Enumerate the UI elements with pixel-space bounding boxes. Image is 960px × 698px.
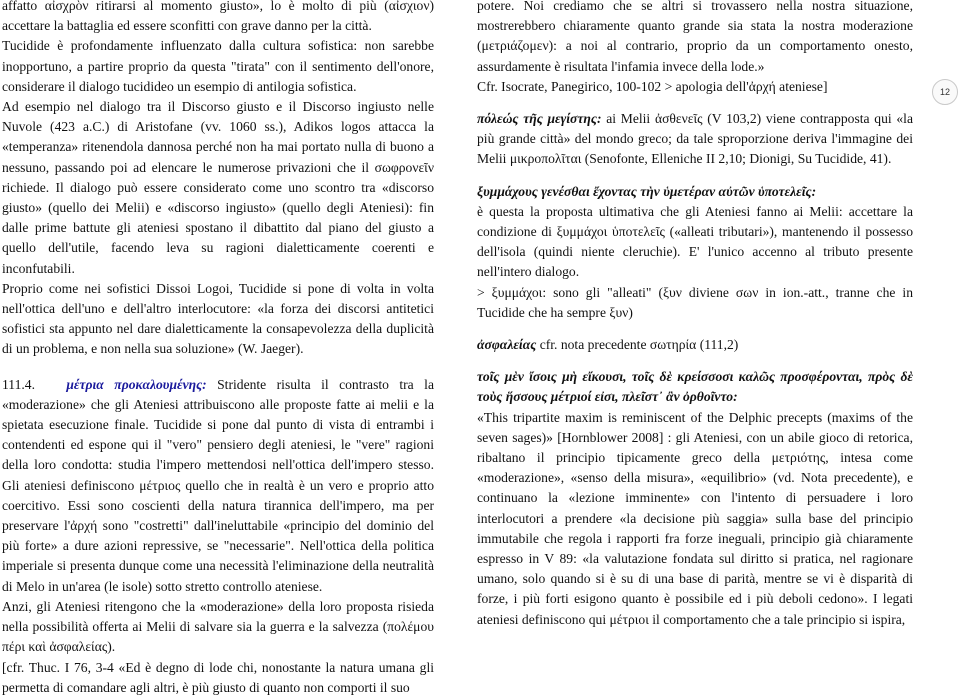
left-paragraph-7: [cfr. Thuc. I 76, 3-4 «Ed è degno di lode chi, nonostante la natura umana gli permetta di comandare agli altri, è più giusto di quanto non comporti il suo — [2, 659, 434, 695]
note-text: cfr. nota precedente σωτηρία (111,2) — [536, 337, 739, 353]
paragraph-gap — [477, 97, 913, 109]
right-paragraph-7: «This tripartite maxim is reminiscent of the Delphic precepts (maxims of the seven sages)» [Hornblower 2008] : gli Ateniesi, con un abile gioco di retorica, ribaltano il principio tipicamente greco della μετριότης, intesa come «moderazione», «senso della misura», «equilibrio» (vd. Nota precedente), e continuano la «lezione imminente» con l'intento di persuadere i loro interlocutori a prendere «la decisione più saggia» sulla base del principio immutabile che regola i rapporti fra forze ineguali, principio già chiaramente espresso in V 89: «la valutazione fondata sul diritto si pratica, nel ragionare umano, solo quando si è su di una base di parità, mentre se vi è disparità di forze, i più forti esigono quanto è possibile ed i più deboli cedono». I legati ateniesi definiscono qui μέτριοι il comportamento che a tale principio si ispira, — [477, 409, 913, 627]
lemma-poleos: πόλεώς τῆς μεγίστης: — [477, 111, 602, 127]
right-paragraph-4: è questa la proposta ultimativa che gli Ateniesi fanno ai Melii: accettare la condizione di ξυμμάχοι ὑποτελεῖς («alleati tributari»), mantenendo il possesso dell'isola (quindi niente cleruchie). E' l'unico accenno al tributo presente nell'intero dialogo. — [477, 203, 913, 280]
note-text: Stridente risulta il contrasto tra la «moderazione» che gli Ateniesi attribuiscono alle proposte fatte ai melii e la spietata esecuzione finale. Tucidide si pone dal punto di vista di entrambi i contendenti ed espone qui il "vero" pensiero degli ateniesi, le "vere" ragioni della loro condotta: studia l'impero mettendosi nell'ottica dell'impero stesso. Gli ateniesi definiscono μέτριος quello che in realtà è un vero e proprio atto coercitivo. Essi sono coscienti della natura tirannica dell'impero, ma per preservare l'ἀρχή sono "costretti" dall'ineluttabile «principio del dominio del più forte» a dure azioni repressive, se "necessarie". Nell'ottica della politica imperiale si presenta dunque come una necessità l'eliminazione della neutralità di Melo in un'area (le isole) sotto stretto controllo ateniese. — [2, 376, 434, 594]
right-paragraph-5: > ξυμμάχοι: sono gli "alleati" (ξυν diviene σων in ion.-att., tranne che in Tucidide che ha sempre ξυν) — [477, 284, 913, 320]
left-paragraph-4: Proprio come nei sofistici Dissoi Logoi, Tucidide si pone di volta in volta nell'ottica dell'uno e dell'altro interlocutore: «la forza dei discorsi antitetici sofistici sta appunto nel dare dialetticamente la consapevolezza della duplicità di un problema, e non nella sua soluzione» (W. Jaeger). — [2, 280, 434, 357]
lemma-metria: μέτρια προκαλουμένης: — [66, 376, 207, 392]
paragraph-gap — [2, 360, 434, 375]
page-number-badge: 12 — [932, 79, 958, 105]
paragraph-gap — [477, 355, 913, 367]
left-paragraph-2: Tucidide è profondamente influenzato dalla cultura sofistica: non sarebbe inopportuno, a partire proprio da questa "tirata" con il sentimento dell'onore, considerare il dialogo tucidideo un esempio di antilogia sofistica. — [2, 38, 434, 94]
left-paragraph-3: Ad esempio nel dialogo tra il Discorso giusto e il Discorso ingiusto nelle Nuvole (423 a.C.) di Aristofane (vv. 1060 ss.), Adikos logos attacca la «temperanza» ritenendola dannosa perché non ha mai portato nulla di buono a nessuno, passando poi ad elencare le numerose privazioni che il σωφρονεῖν richiede. Il dialogo può essere considerato come uno scontro tra «discorso giusto» (quello dei Melii) e «discorso ingiusto» (quello degli Ateniesi): fin dalle prime battute gli ateniesi spostano il dibattito dal piano del giusto a quello dell'utile, facendo leva su ragioni dialetticamente coerenti e inconfutabili. — [2, 99, 434, 276]
paragraph-gap — [477, 323, 913, 335]
right-paragraph-2: Cfr. Isocrate, Panegirico, 100-102 > apologia dell'ἀρχή ateniese] — [477, 78, 828, 94]
right-paragraph-3 — [477, 109, 913, 170]
note-reference: 111.4. — [2, 376, 35, 392]
paragraph-gap — [477, 170, 913, 182]
left-paragraph-1: affatto αἰσχρὸν ritirarsi al momento giusto», lo è molto di più (αἰσχιον) accettare la battaglia ed essere sconfitti con grave danno per la città. — [2, 0, 434, 34]
lemma-tois-men: τοῖς μὲν ἴσοις μὴ εἴκουσι, τοῖς δὲ κρείσσοσι καλῶς προσφέρονται, πρὸς δὲ τοὺς ἥσσους μέτριοί εἰσι, πλεῖστ᾽ ἂν ὀρθοῖντο: — [477, 369, 913, 405]
left-paragraph-5 — [2, 375, 434, 597]
right-paragraph-1: potere. Noi crediamo che se altri si trovassero nella nostra situazione, mostrerebbero chiaramente quanto grande sia stata la nostra moderazione (μετριάζομεν): a noi al contrario, proprio da un comportamento onesto, assurdamente è risultata l'infamia invece della lode.» — [477, 0, 913, 74]
lemma-asphaleias: ἀσφαλείας — [477, 337, 537, 353]
lemma-xymmachous: ξυμμάχους γενέσθαι ἔχοντας τὴν ὑμετέραν αὐτῶν ὑποτελεῖς: — [477, 183, 817, 199]
right-paragraph-6 — [477, 335, 913, 355]
right-column — [477, 0, 913, 630]
left-column — [2, 0, 434, 698]
note-text: ai Melii ἀσθενεῖς (V 103,2) viene contrapposta qui «la più grande città» del mondo greco; da tale sproporzione deriva l'immagine dei Melii μικροπολῖται (Senofonte, Elleniche II 2,10; Dionigi, Su Tucidide, 41). — [477, 111, 913, 167]
left-paragraph-6: Anzi, gli Ateniesi ritengono che la «moderazione» della loro proposta risieda nella possibilità offerta ai Melii di salvare sia la guerra e la salvezza (πολέμου πέρι καὶ ἀσφαλείας). — [2, 598, 434, 655]
